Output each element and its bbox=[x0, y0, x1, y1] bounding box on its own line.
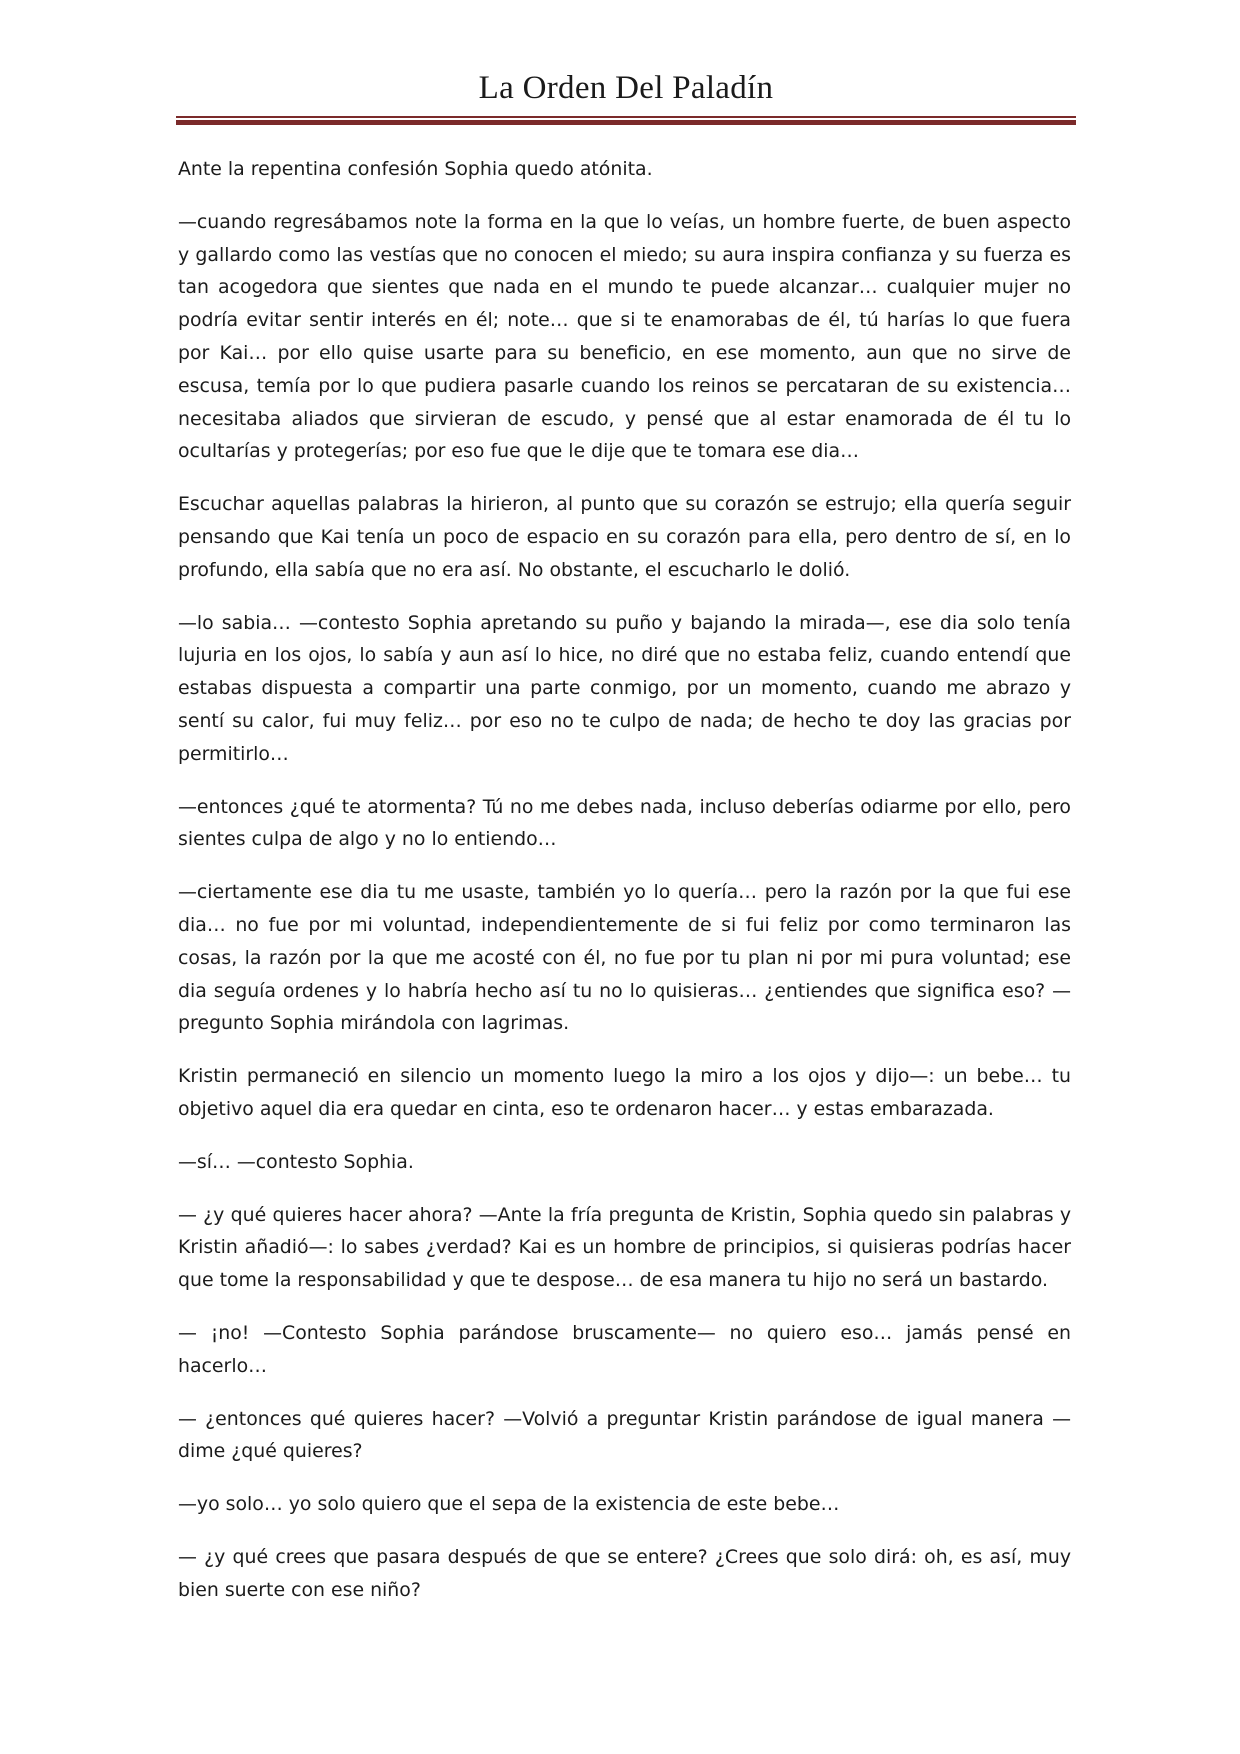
paragraph: Escuchar aquellas palabras la hirieron, al punto que su corazón se estrujo; ella quería seguir pensando que Kai tenía un poco de espacio en su corazón para ella, pero dentro de sí, en lo profundo, ella sabía que no era así. No obstante, el escucharlo le dolió. bbox=[178, 493, 1071, 581]
paragraph: —cuando regresábamos note la forma en la que lo veías, un hombre fuerte, de buen aspecto y gallardo como las vestías que no conocen el miedo; su aura inspira confianza y su fuerza es tan acogedora que sientes que nada en el mundo te puede alcanzar… cualquier mujer no podría evitar sentir interés en él; note… que si te enamorabas de él, tú harías lo que fuera por Kai… por ello quise usarte para su beneficio, en ese momento, aun que no sirve de escusa, temía por lo que pudiera pasarle cuando los reinos se percataran de su existencia… necesitaba aliados que sirvieran de escudo, y pensé que al estar enamorada de él tu lo ocultarías y protegerías; por eso fue que le dije que te tomara ese dia… bbox=[178, 210, 1071, 463]
running-header bbox=[176, 68, 1076, 108]
paragraph: Kristin permaneció en silencio un momento luego la miro a los ojos y dijo—: un bebe… tu objetivo aquel dia era quedar en cinta, eso te ordenaron hacer… y estas embarazada. bbox=[178, 1065, 1071, 1120]
paragraph: —entonces ¿qué te atormenta? Tú no me debes nada, incluso deberías odiarme por ello, pero sientes culpa de algo y no lo entiendo… bbox=[178, 795, 1071, 851]
paragraph: Ante la repentina confesión Sophia quedo atónita. bbox=[178, 158, 653, 180]
paragraph: — ¿y qué quieres hacer ahora? —Ante la fría pregunta de Kristin, Sophia quedo sin palabras y Kristin añadió—: lo sabes ¿verdad? Kai es un hombre de principios, si quisieras podrías hacer que tome la responsabilidad y que te despose… de esa manera tu hijo no será un bastardo. bbox=[178, 1203, 1071, 1292]
paragraph: — ¿y qué crees que pasara después de que se entere? ¿Crees que solo dirá: oh, es así, muy bien suerte con ese niño? bbox=[178, 1545, 1071, 1601]
header-rule-thin bbox=[176, 116, 1076, 118]
paragraph: — ¿entonces qué quieres hacer? —Volvió a preguntar Kristin parándose de igual manera —dime ¿qué quieres? bbox=[178, 1407, 1071, 1463]
header-rule-thick bbox=[176, 120, 1076, 125]
paragraph: —lo sabia… —contesto Sophia apretando su puño y bajando la mirada—, ese dia solo tenía lujuria en los ojos, lo sabía y aun así lo hice, no diré que no estaba feliz, cuando entendí que estabas dispuesta a compartir una parte conmigo, por un momento, cuando me abrazo y sentí su calor, fui muy feliz… por eso no te culpo de nada; de hecho te doy las gracias por permitirlo… bbox=[178, 611, 1071, 765]
paragraph: —sí… —contesto Sophia. bbox=[178, 1150, 414, 1173]
paragraph: —ciertamente ese dia tu me usaste, también yo lo quería… pero la razón por la que fui ese dia… no fue por mi voluntad, independientemente de si fui feliz por como terminaron las cosas, la razón por la que me acosté con él, no fue por tu plan ni por mi pura voluntad; ese dia seguía ordenes y lo habría hecho así tu no lo quisieras… ¿entiendes que significa eso? —pregunto Sophia mirándola con lagrimas. bbox=[178, 881, 1071, 1035]
paragraph: —yo solo… yo solo quiero que el sepa de la existencia de este bebe… bbox=[178, 1493, 840, 1516]
header-title: La Orden Del Paladín bbox=[478, 70, 774, 106]
paragraph: — ¡no! —Contesto Sophia parándose bruscamente— no quiero eso… jamás pensé en hacerlo… bbox=[178, 1321, 1071, 1377]
body-text bbox=[178, 153, 1071, 1626]
